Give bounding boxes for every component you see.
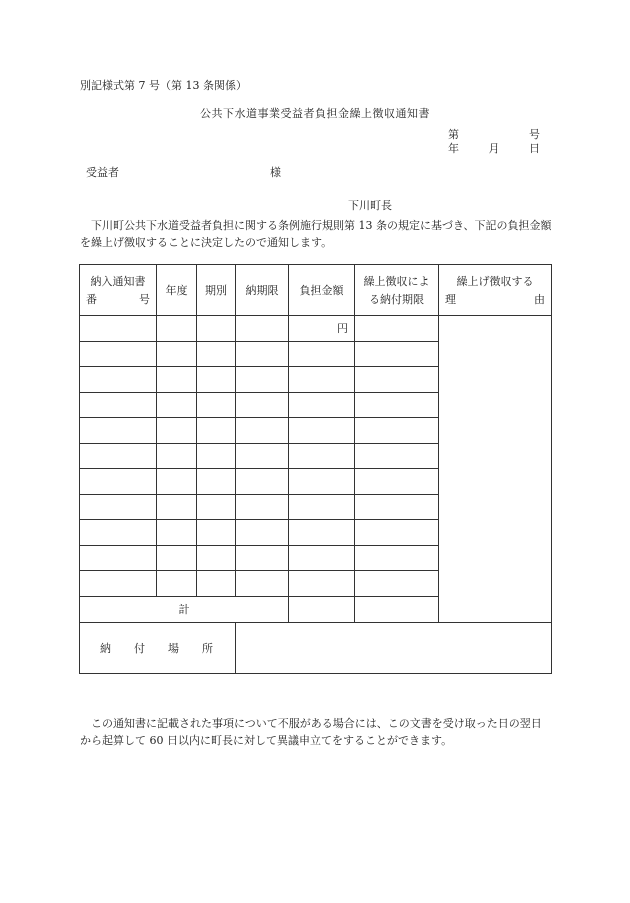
place-char-1: 納 xyxy=(100,641,111,655)
period-cell[interactable] xyxy=(197,469,236,495)
header-early-deadline xyxy=(355,265,439,316)
due-date-cell[interactable] xyxy=(236,418,289,444)
document-number xyxy=(448,129,540,140)
appeal-notice: この通知書に記載された事項について不服がある場合には、この文書を受け取った日の翌日から起算して 60 日以内に町長に対して異議申立てをすることができます。 xyxy=(80,717,542,747)
amount-cell[interactable] xyxy=(289,392,355,418)
fiscal-year-cell[interactable] xyxy=(157,392,197,418)
fiscal-year-cell[interactable] xyxy=(157,469,197,495)
yen-unit: 円 xyxy=(337,322,348,336)
notice-number-cell[interactable] xyxy=(80,520,157,546)
due-date-cell[interactable] xyxy=(236,316,289,342)
period-cell[interactable] xyxy=(197,367,236,393)
period-cell[interactable] xyxy=(197,341,236,367)
notice-number-cell[interactable] xyxy=(80,571,157,597)
early-deadline-cell[interactable] xyxy=(355,571,439,597)
header-early-deadline-top: 繰上徴収によ xyxy=(363,275,430,288)
early-deadline-cell[interactable] xyxy=(355,520,439,546)
header-reason-top: 繰上げ徴収する xyxy=(456,275,534,288)
early-deadline-cell[interactable] xyxy=(355,367,439,393)
header-notice-number-right: 号 xyxy=(139,293,150,306)
due-date-cell[interactable] xyxy=(236,571,289,597)
header-fiscal-year: 年度 xyxy=(157,265,197,316)
period-cell[interactable] xyxy=(197,418,236,444)
levy-table xyxy=(79,264,552,674)
total-label: 計 xyxy=(80,596,289,622)
place-char-3: 場 xyxy=(168,641,179,655)
document-date xyxy=(448,143,540,154)
number-suffix: 号 xyxy=(529,128,540,141)
amount-cell[interactable] xyxy=(289,571,355,597)
fiscal-year-cell[interactable] xyxy=(157,418,197,444)
period-cell[interactable] xyxy=(197,316,236,342)
header-notice-number-top: 納入通知書 xyxy=(90,275,146,288)
amount-cell[interactable] xyxy=(289,367,355,393)
early-deadline-cell[interactable] xyxy=(355,392,439,418)
early-deadline-cell[interactable] xyxy=(355,443,439,469)
early-deadline-cell[interactable] xyxy=(355,341,439,367)
number-prefix: 第 xyxy=(448,128,459,141)
header-reason-left: 理 xyxy=(445,293,456,306)
header-amount: 負担金額 xyxy=(289,265,355,316)
payment-place-value[interactable] xyxy=(236,622,552,673)
amount-cell[interactable] xyxy=(289,443,355,469)
period-cell[interactable] xyxy=(197,571,236,597)
total-deadline-cell[interactable] xyxy=(355,596,439,622)
amount-cell[interactable] xyxy=(289,341,355,367)
early-deadline-cell[interactable] xyxy=(355,494,439,520)
header-notice-number xyxy=(80,265,157,316)
period-cell[interactable] xyxy=(197,545,236,571)
amount-cell[interactable] xyxy=(289,545,355,571)
payment-place-row xyxy=(80,622,552,673)
header-early-deadline-bottom: る納付期限 xyxy=(369,293,424,306)
notice-number-cell[interactable] xyxy=(80,443,157,469)
fiscal-year-cell[interactable] xyxy=(157,520,197,546)
amount-cell[interactable] xyxy=(289,520,355,546)
fiscal-year-cell[interactable] xyxy=(157,316,197,342)
fiscal-year-cell[interactable] xyxy=(157,341,197,367)
amount-cell[interactable] xyxy=(289,418,355,444)
reason-cell[interactable] xyxy=(439,316,552,623)
due-date-cell[interactable] xyxy=(236,443,289,469)
period-cell[interactable] xyxy=(197,392,236,418)
due-date-cell[interactable] xyxy=(236,520,289,546)
payment-place-label xyxy=(80,622,236,673)
body-text: 下川町公共下水道受益者負担に関する条例施行規則第 13 条の規定に基づき、下記の負担金額を繰上げ徴収することに決定したので通知します。 xyxy=(80,219,552,249)
document-title: 公共下水道事業受益者負担金繰上徴収通知書 xyxy=(200,107,430,120)
notice-number-cell[interactable] xyxy=(80,469,157,495)
early-deadline-cell[interactable] xyxy=(355,545,439,571)
notice-number-cell[interactable] xyxy=(80,494,157,520)
notice-number-cell[interactable] xyxy=(80,367,157,393)
place-char-4: 所 xyxy=(202,641,213,655)
header-notice-number-left: 番 xyxy=(86,293,97,306)
period-cell[interactable] xyxy=(197,520,236,546)
amount-cell[interactable] xyxy=(289,316,355,342)
early-deadline-cell[interactable] xyxy=(355,469,439,495)
header-due-date: 納期限 xyxy=(236,265,289,316)
due-date-cell[interactable] xyxy=(236,341,289,367)
due-date-cell[interactable] xyxy=(236,545,289,571)
total-amount-cell[interactable] xyxy=(289,596,355,622)
early-deadline-cell[interactable] xyxy=(355,418,439,444)
notice-number-cell[interactable] xyxy=(80,341,157,367)
fiscal-year-cell[interactable] xyxy=(157,545,197,571)
date-month: 月 xyxy=(488,142,500,155)
notice-number-cell[interactable] xyxy=(80,418,157,444)
amount-cell[interactable] xyxy=(289,469,355,495)
early-deadline-cell[interactable] xyxy=(355,316,439,342)
notice-number-cell[interactable] xyxy=(80,316,157,342)
date-year: 年 xyxy=(448,142,459,155)
fiscal-year-cell[interactable] xyxy=(157,571,197,597)
issuer: 下川町長 xyxy=(348,199,392,212)
due-date-cell[interactable] xyxy=(236,494,289,520)
table-row xyxy=(80,316,552,342)
notice-number-cell[interactable] xyxy=(80,545,157,571)
date-day: 日 xyxy=(529,142,540,155)
period-cell[interactable] xyxy=(197,494,236,520)
fiscal-year-cell[interactable] xyxy=(157,494,197,520)
header-period: 期別 xyxy=(197,265,236,316)
fiscal-year-cell[interactable] xyxy=(157,367,197,393)
recipient-honorific: 様 xyxy=(270,166,281,179)
due-date-cell[interactable] xyxy=(236,367,289,393)
form-label: 別記様式第 7 号（第 13 条関係） xyxy=(80,79,247,92)
recipient-label: 受益者 xyxy=(86,166,119,179)
due-date-cell[interactable] xyxy=(236,392,289,418)
place-char-2: 付 xyxy=(134,641,145,655)
amount-cell[interactable] xyxy=(289,494,355,520)
notice-number-cell[interactable] xyxy=(80,392,157,418)
header-reason xyxy=(439,265,552,316)
due-date-cell[interactable] xyxy=(236,469,289,495)
fiscal-year-cell[interactable] xyxy=(157,443,197,469)
header-reason-right: 由 xyxy=(534,293,545,306)
period-cell[interactable] xyxy=(197,443,236,469)
